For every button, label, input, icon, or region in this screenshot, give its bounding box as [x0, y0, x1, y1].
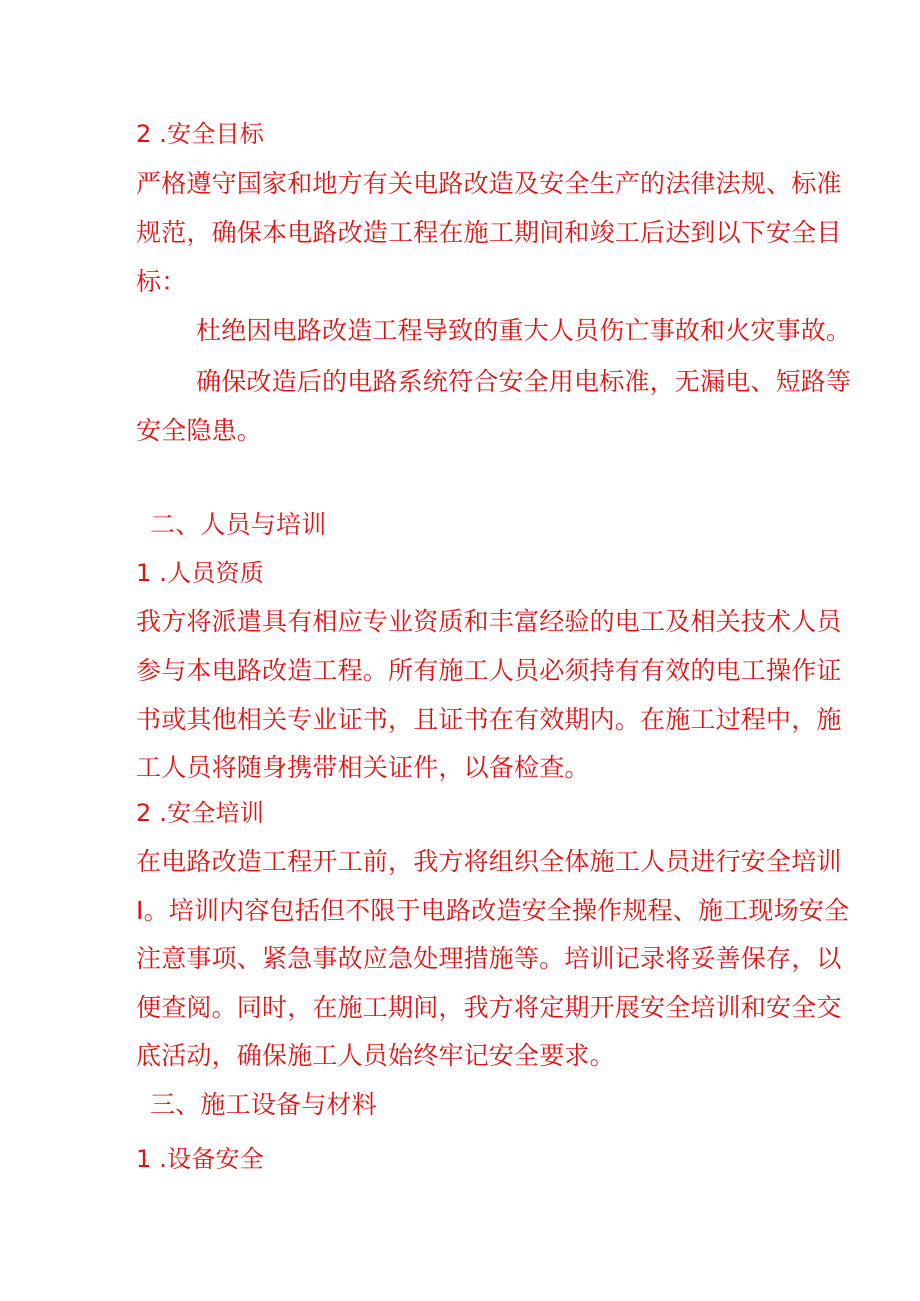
paragraph-line: 底活动，确保施工人员始终牢记安全要求。 [136, 1041, 615, 1070]
goal-item-2: 确保改造后的电路系统符合安全用电标准，无漏电、短路等 [196, 367, 852, 396]
section-heading-personnel-training: 二、人员与培训 [150, 510, 327, 539]
paragraph-line: 便查阅。同时，在施工期间，我方将定期开展安全培训和安全交 [136, 993, 842, 1022]
paragraph-line: 书或其他相关专业证书，且证书在有效期内。在施工过程中，施 [136, 705, 842, 734]
section-heading-equipment-materials: 三、施工设备与材料 [150, 1090, 377, 1119]
paragraph-line: 规范，确保本电路改造工程在施工期间和竣工后达到以下安全目 [136, 218, 842, 247]
paragraph-line: 严格遵守国家和地方有关电路改造及安全生产的法律法规、标准 [136, 169, 842, 198]
paragraph-line: 标： [136, 267, 187, 296]
paragraph-line: I。培训内容包括但不限于电路改造安全操作规程、施工现场安全 [136, 896, 850, 925]
paragraph-line: 注意事项、紧急事故应急处理措施等。培训记录将妥善保存，以 [136, 944, 842, 973]
subsection-heading-qualification: 1 .人员资质 [136, 559, 264, 587]
goal-item-1: 杜绝因电路改造工程导致的重大人员伤亡事故和火灾事故。 [196, 316, 852, 345]
subsection-heading-training: 2 .安全培训 [136, 799, 264, 827]
paragraph-line: 我方将派遣具有相应专业资质和丰富经验的电工及相关技术人员 [136, 607, 842, 636]
paragraph-line: 工人员将随身携带相关证件，以备检查。 [136, 753, 590, 782]
paragraph-line: 在电路改造工程开工前，我方将组织全体施工人员进行安全培训 [136, 847, 842, 876]
goal-item-2-continued: 安全隐患。 [136, 416, 263, 445]
subsection-heading-equipment-safety: 1 .设备安全 [136, 1145, 264, 1173]
section-heading-safety-goal: 2 .安全目标 [136, 120, 264, 148]
paragraph-line: 参与本电路改造工程。所有施工人员必须持有有效的电工操作证 [136, 656, 842, 685]
